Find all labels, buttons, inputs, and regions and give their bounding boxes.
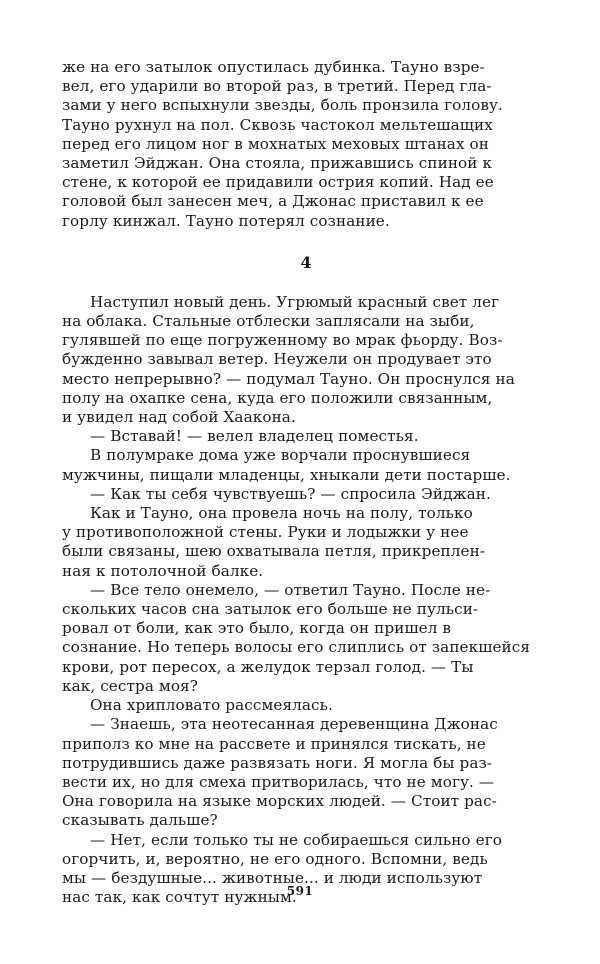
paragraph-question: — Как ты себя чувствуешь? — спросила Эйджан.	[90, 484, 491, 503]
paragraph-get-up: — Вставай! — велел владелец поместья.	[90, 427, 419, 446]
paragraph-tauno-answer: — Все тело онемело, — ответил Тауно. После не- скольких часов сна затылок его больше не пульси- ровал от боли, как это было, когда он пришел в сознание. Но теперь волосы его слиплись от запекшейся крови, рот пересох, а желудок терзал голод. — Ты как, сестра моя?	[62, 580, 531, 695]
page-number: 591	[286, 884, 314, 898]
paragraph-laugh: Она хрипловато рассмеялась.	[90, 696, 333, 715]
opening-paragraph: же на его затылок опустилась дубинка. Тауно взре- вел, его ударили во второй раз, в третий. Перед гла- зами у него вспыхнули звезды, боль пронзила голову. Тауно рухнул на пол. Сквозь частокол мельтешащих перед его лицом ног в мохнатых меховых штанах он заметил Эйджан. Она стояла, прижавшись спиной к стене, к которой ее придавили острия копий. Над ее головой был занесен меч, а Джонас приставил к ее горлу кинжал. Тауно потерял сознание.	[62, 58, 503, 230]
paragraph-house-noise: В полумраке дома уже ворчали проснувшиеся мужчины, пищали младенцы, хныкали дети постарше.	[62, 446, 511, 484]
paragraph-jonas-story: — Знаешь, эта неотесанная деревенщина Джонас приполз ко мне на рассвете и принялся тискать, не потрудившись даже развязать ноги. Я могла бы раз- вести их, но для смеха притворилась, что не могу. — Она говорила на языке морских людей. — Стоит рас- сказывать дальше?	[62, 715, 498, 830]
chapter-number: 4	[300, 252, 312, 272]
paragraph-ejdzhan-bound: Как и Тауно, она провела ночь на полу, только у противоположной стены. Руки и лодыжки у нее были связаны, шею охватывала петля, прикреплен- ная к потолочной балке.	[62, 504, 486, 580]
book-page	[62, 58, 550, 907]
paragraph-soulless: — Нет, если только ты не собираешься сильно его огорчить, и, вероятно, не его одного. Вспомни, ведь мы — бездушные... животные... и люди используют нас так, как сочтут нужным.	[62, 830, 502, 907]
paragraph-new-day: Наступил новый день. Угрюмый красный свет лег на облака. Стальные отблески заплясали на зыби, гулявшей по еще погруженному во мрак фьорду. Воз- бужденно завывал ветер. Неужели он продувает это место непрерывно? — подумал Тауно. Он проснулся на полу на охапке сена, куда его положили связанным, и увидел над собой Хаакона.	[62, 292, 515, 427]
